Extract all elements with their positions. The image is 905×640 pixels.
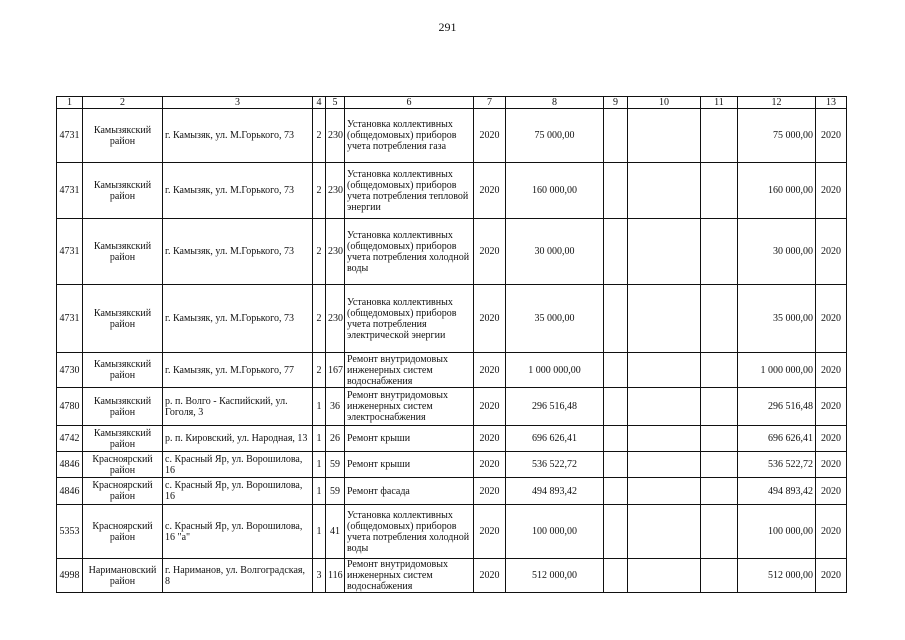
column-11-cell [701,452,738,478]
column-11-cell [701,478,738,505]
floors-cell: 1 [313,478,326,505]
column-header: 1 [57,97,83,109]
column-10-cell [628,285,701,353]
column-9-cell [604,285,628,353]
total-cost-cell: 75 000,00 [506,109,604,163]
row-id-cell: 5353 [57,505,83,559]
table-row [57,163,847,219]
column-9-cell [604,559,628,593]
completion-year-cell: 2020 [816,426,847,452]
work-type-cell: Ремонт крыши [345,426,474,452]
district-cell: Камызякский район [83,109,163,163]
total-cost-cell: 536 522,72 [506,452,604,478]
work-type-cell: Ремонт крыши [345,452,474,478]
regional-fund-cost-cell: 35 000,00 [738,285,816,353]
area-cell: 26 [326,426,345,452]
district-cell: Наримановский район [83,559,163,593]
year-cell: 2020 [474,163,506,219]
address-cell: г. Камызяк, ул. М.Горького, 73 [163,285,313,353]
column-9-cell [604,452,628,478]
table-row [57,452,847,478]
completion-year-cell: 2020 [816,388,847,426]
address-cell: с. Красный Яр, ул. Ворошилова, 16 "а" [163,505,313,559]
floors-cell: 2 [313,219,326,285]
year-cell: 2020 [474,559,506,593]
column-11-cell [701,163,738,219]
work-type-cell: Установка коллективных (общедомовых) приборов учета потребления газа [345,109,474,163]
regional-fund-cost-cell: 296 516,48 [738,388,816,426]
year-cell: 2020 [474,478,506,505]
floors-cell: 1 [313,505,326,559]
row-id-cell: 4731 [57,109,83,163]
table-body [57,109,847,593]
work-type-cell: Ремонт внутридомовых инженерных систем водоснабжения [345,353,474,388]
area-cell: 230 [326,109,345,163]
floors-cell: 2 [313,109,326,163]
table-row [57,559,847,593]
total-cost-cell: 160 000,00 [506,163,604,219]
table-row [57,109,847,163]
year-cell: 2020 [474,353,506,388]
completion-year-cell: 2020 [816,219,847,285]
district-cell: Камызякский район [83,388,163,426]
table-row [57,505,847,559]
column-10-cell [628,163,701,219]
column-header: 11 [701,97,738,109]
completion-year-cell: 2020 [816,285,847,353]
area-cell: 59 [326,452,345,478]
year-cell: 2020 [474,285,506,353]
column-9-cell [604,109,628,163]
table-row [57,285,847,353]
total-cost-cell: 494 893,42 [506,478,604,505]
year-cell: 2020 [474,452,506,478]
row-id-cell: 4998 [57,559,83,593]
address-cell: г. Камызяк, ул. М.Горького, 73 [163,109,313,163]
table-row [57,388,847,426]
year-cell: 2020 [474,219,506,285]
floors-cell: 3 [313,559,326,593]
floors-cell: 2 [313,285,326,353]
area-cell: 230 [326,163,345,219]
regional-fund-cost-cell: 494 893,42 [738,478,816,505]
table-row [57,426,847,452]
total-cost-cell: 1 000 000,00 [506,353,604,388]
floors-cell: 2 [313,163,326,219]
row-id-cell: 4731 [57,219,83,285]
column-header: 2 [83,97,163,109]
district-cell: Камызякский район [83,163,163,219]
column-10-cell [628,478,701,505]
completion-year-cell: 2020 [816,452,847,478]
district-cell: Красноярский район [83,452,163,478]
column-11-cell [701,285,738,353]
regional-fund-cost-cell: 100 000,00 [738,505,816,559]
row-id-cell: 4730 [57,353,83,388]
column-11-cell [701,109,738,163]
address-cell: р. п. Волго - Каспийский, ул. Гоголя, 3 [163,388,313,426]
district-cell: Камызякский район [83,285,163,353]
column-9-cell [604,505,628,559]
work-type-cell: Установка коллективных (общедомовых) приборов учета потребления холодной воды [345,505,474,559]
column-10-cell [628,109,701,163]
column-10-cell [628,388,701,426]
completion-year-cell: 2020 [816,109,847,163]
regional-fund-cost-cell: 160 000,00 [738,163,816,219]
floors-cell: 1 [313,426,326,452]
floors-cell: 1 [313,452,326,478]
column-11-cell [701,505,738,559]
column-9-cell [604,219,628,285]
column-9-cell [604,388,628,426]
completion-year-cell: 2020 [816,505,847,559]
column-header: 9 [604,97,628,109]
page-number: 291 [438,20,457,34]
address-cell: г. Камызяк, ул. М.Горького, 73 [163,219,313,285]
district-cell: Красноярский район [83,478,163,505]
column-header: 8 [506,97,604,109]
work-type-cell: Ремонт внутридомовых инженерных систем водоснабжения [345,559,474,593]
regional-fund-cost-cell: 696 626,41 [738,426,816,452]
district-cell: Камызякский район [83,426,163,452]
total-cost-cell: 512 000,00 [506,559,604,593]
column-10-cell [628,505,701,559]
column-number-row [57,97,847,109]
address-cell: г. Нариманов, ул. Волгоградская, 8 [163,559,313,593]
area-cell: 230 [326,219,345,285]
row-id-cell: 4780 [57,388,83,426]
work-type-cell: Установка коллективных (общедомовых) приборов учета потребления тепловой энергии [345,163,474,219]
year-cell: 2020 [474,426,506,452]
total-cost-cell: 100 000,00 [506,505,604,559]
column-9-cell [604,478,628,505]
district-cell: Камызякский район [83,219,163,285]
work-type-cell: Установка коллективных (общедомовых) приборов учета потребления электрической энергии [345,285,474,353]
column-10-cell [628,353,701,388]
column-10-cell [628,452,701,478]
completion-year-cell: 2020 [816,559,847,593]
column-header: 7 [474,97,506,109]
area-cell: 116 [326,559,345,593]
column-10-cell [628,426,701,452]
year-cell: 2020 [474,388,506,426]
column-header: 12 [738,97,816,109]
total-cost-cell: 296 516,48 [506,388,604,426]
address-cell: с. Красный Яр, ул. Ворошилова, 16 [163,452,313,478]
regional-fund-cost-cell: 1 000 000,00 [738,353,816,388]
address-cell: с. Красный Яр, ул. Ворошилова, 16 [163,478,313,505]
regional-fund-cost-cell: 75 000,00 [738,109,816,163]
area-cell: 59 [326,478,345,505]
area-cell: 230 [326,285,345,353]
column-header: 10 [628,97,701,109]
column-10-cell [628,559,701,593]
column-10-cell [628,219,701,285]
area-cell: 41 [326,505,345,559]
column-9-cell [604,353,628,388]
table-row [57,478,847,505]
completion-year-cell: 2020 [816,478,847,505]
total-cost-cell: 30 000,00 [506,219,604,285]
district-cell: Красноярский район [83,505,163,559]
column-header: 5 [326,97,345,109]
column-header: 4 [313,97,326,109]
area-cell: 167 [326,353,345,388]
regional-fund-cost-cell: 512 000,00 [738,559,816,593]
total-cost-cell: 696 626,41 [506,426,604,452]
column-11-cell [701,353,738,388]
regional-fund-cost-cell: 30 000,00 [738,219,816,285]
regional-fund-cost-cell: 536 522,72 [738,452,816,478]
district-cell: Камызякский район [83,353,163,388]
table-row [57,353,847,388]
row-id-cell: 4731 [57,163,83,219]
row-id-cell: 4742 [57,426,83,452]
column-header: 13 [816,97,847,109]
area-cell: 36 [326,388,345,426]
column-9-cell [604,163,628,219]
address-cell: г. Камызяк, ул. М.Горького, 77 [163,353,313,388]
year-cell: 2020 [474,109,506,163]
table-row [57,219,847,285]
work-type-cell: Ремонт внутридомовых инженерных систем электроснабжения [345,388,474,426]
column-11-cell [701,388,738,426]
work-type-cell: Установка коллективных (общедомовых) приборов учета потребления холодной воды [345,219,474,285]
column-header: 6 [345,97,474,109]
column-9-cell [604,426,628,452]
completion-year-cell: 2020 [816,353,847,388]
row-id-cell: 4846 [57,478,83,505]
address-cell: г. Камызяк, ул. М.Горького, 73 [163,163,313,219]
column-11-cell [701,559,738,593]
row-id-cell: 4846 [57,452,83,478]
floors-cell: 1 [313,388,326,426]
work-type-cell: Ремонт фасада [345,478,474,505]
row-id-cell: 4731 [57,285,83,353]
completion-year-cell: 2020 [816,163,847,219]
total-cost-cell: 35 000,00 [506,285,604,353]
column-header: 3 [163,97,313,109]
address-cell: р. п. Кировский, ул. Народная, 13 [163,426,313,452]
floors-cell: 2 [313,353,326,388]
year-cell: 2020 [474,505,506,559]
repair-program-table [56,96,847,593]
column-11-cell [701,219,738,285]
column-11-cell [701,426,738,452]
